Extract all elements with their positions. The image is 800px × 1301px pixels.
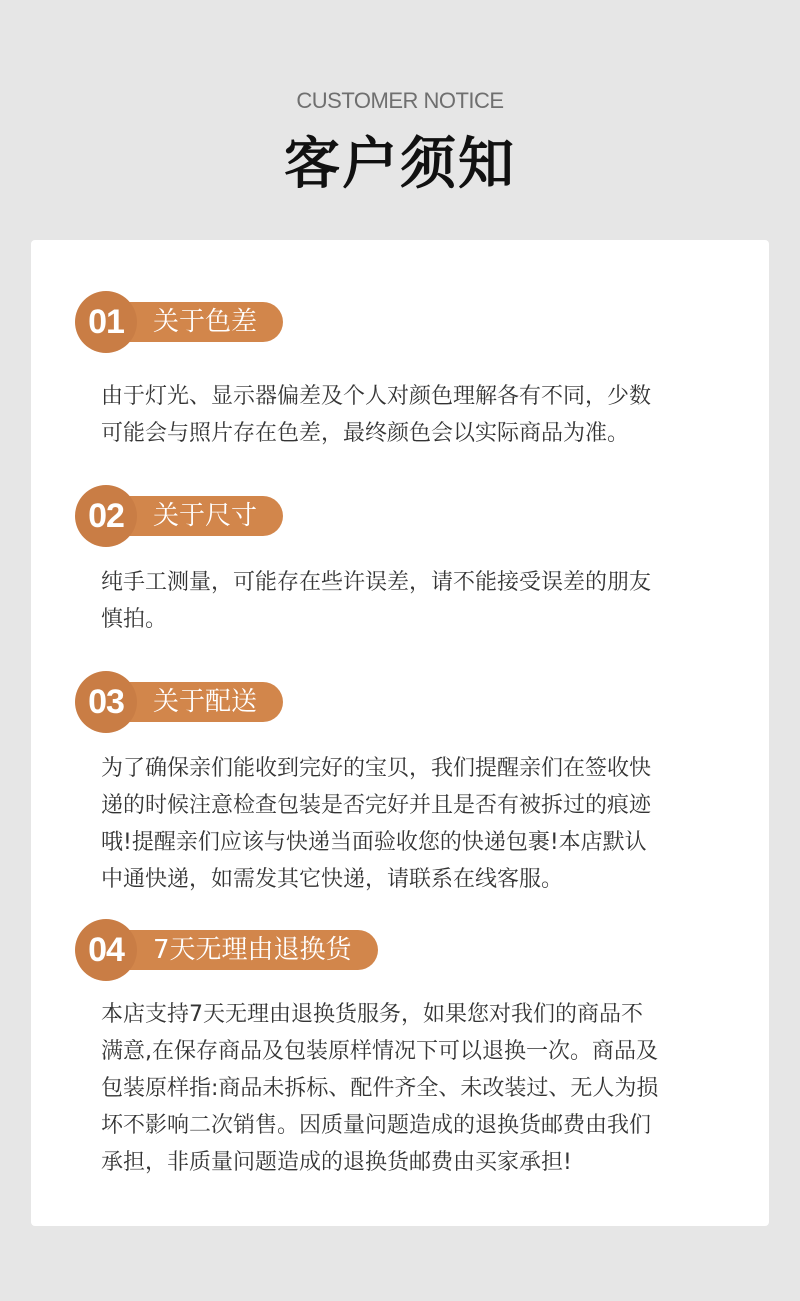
body-line: 包装原样指:商品未拆标、配件齐全、未改装过、无人为损 — [101, 1076, 659, 1101]
section-badge — [75, 496, 283, 536]
body-line: 由于灯光、显示器偏差及个人对颜色理解各有不同，少数 — [101, 384, 652, 409]
section-number: 02 — [75, 485, 137, 547]
section-badge — [75, 930, 378, 970]
header-subtitle: CUSTOMER NOTICE — [296, 88, 504, 113]
body-line: 承担，非质量问题造成的退换货邮费由买家承担! — [101, 1150, 572, 1175]
section-heading: 关于配送 — [119, 682, 283, 722]
body-line: 满意,在保存商品及包装原样情况下可以退换一次。商品及 — [101, 1039, 658, 1064]
section-number: 03 — [75, 671, 137, 733]
body-line: 纯手工测量，可能存在些许误差，请不能接受误差的朋友 — [101, 570, 652, 595]
notice-card — [31, 240, 769, 1226]
body-line: 慎拍。 — [101, 607, 168, 632]
section-heading: 7天无理由退换货 — [119, 930, 378, 970]
body-line: 可能会与照片存在色差，最终颜色会以实际商品为准。 — [101, 421, 630, 446]
body-line: 为了确保亲们能收到完好的宝贝，我们提醒亲们在签收快 — [101, 756, 652, 781]
section-heading: 关于色差 — [119, 302, 283, 342]
body-line: 递的时候注意检查包装是否完好并且是否有被拆过的痕迹 — [101, 793, 652, 818]
section-body — [101, 564, 721, 638]
body-line: 中通快递，如需发其它快递，请联系在线客服。 — [101, 867, 564, 892]
section-number: 04 — [75, 919, 137, 981]
section-badge — [75, 302, 283, 342]
body-line: 本店支持7天无理由退换货服务，如果您对我们的商品不 — [101, 1002, 643, 1027]
section-heading: 关于尺寸 — [119, 496, 283, 536]
section-body — [101, 750, 721, 898]
section-body — [101, 996, 721, 1181]
body-line: 哦!提醒亲们应该与快递当面验收您的快递包裹!本店默认 — [101, 830, 647, 855]
section-body — [101, 378, 721, 452]
body-line: 坏不影响二次销售。因质量问题造成的退换货邮费由我们 — [101, 1113, 652, 1138]
page-title: 客户须知 — [284, 132, 516, 197]
section-number: 01 — [75, 291, 137, 353]
section-badge — [75, 682, 283, 722]
